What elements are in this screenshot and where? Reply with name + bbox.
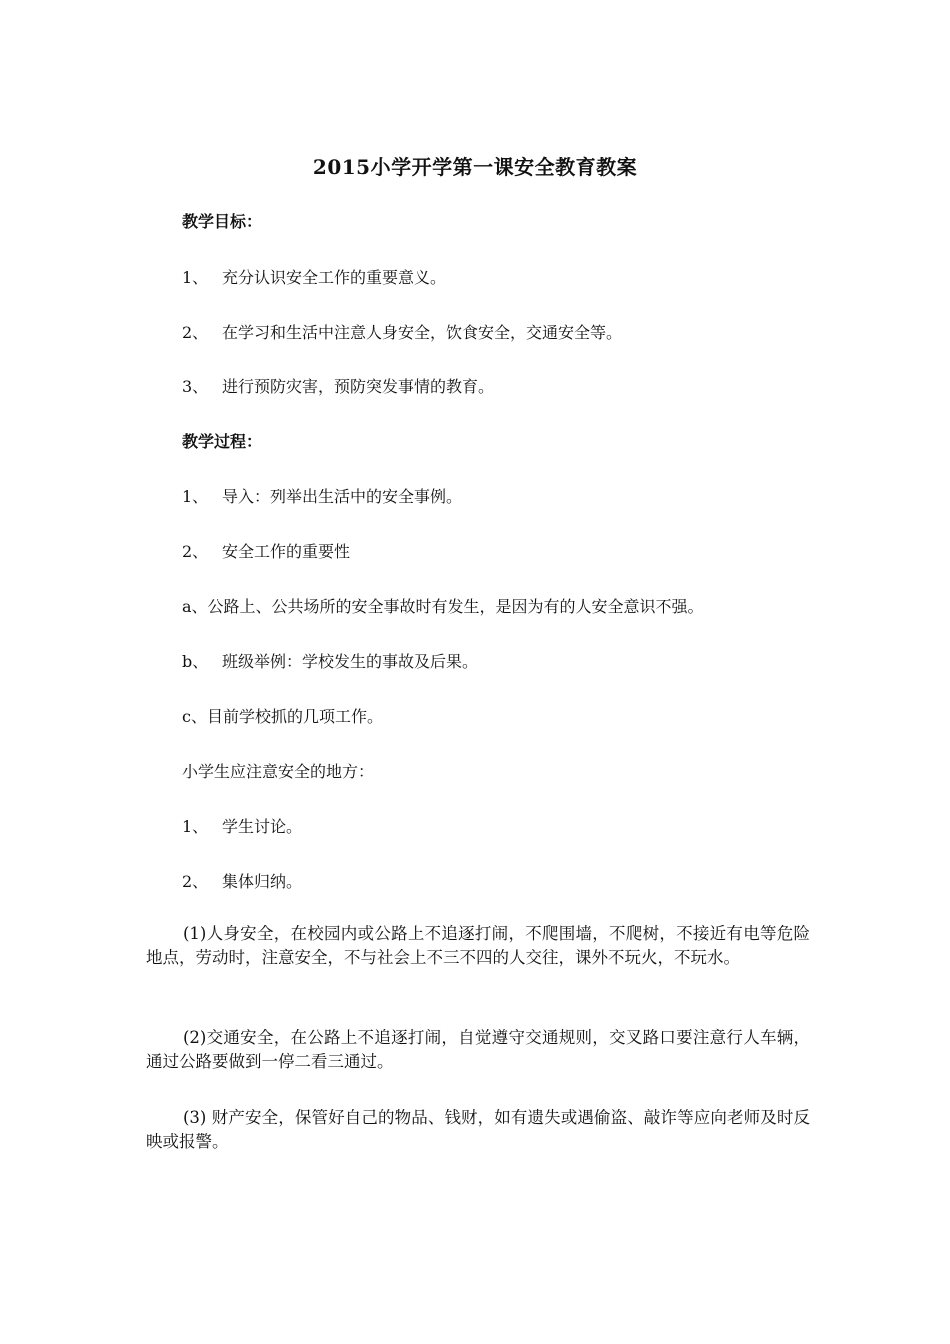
process-text: 导入：列举出生活中的安全事例。 (222, 487, 463, 506)
process-heading: 教学过程： (182, 432, 263, 451)
places-number: 2、 (182, 872, 209, 891)
document-title: 2015小学开学第一课安全教育教案 (312, 155, 638, 179)
process-text: 安全工作的重要性 (222, 542, 351, 561)
goal-text: 充分认识安全工作的重要意义。 (222, 268, 447, 287)
process-item (182, 539, 350, 565)
places-item (182, 814, 302, 840)
goal-text: 在学习和生活中注意人身安全，饮食安全，交通安全等。 (222, 323, 623, 342)
goal-number: 1、 (182, 268, 209, 287)
places-number: 1、 (182, 817, 209, 836)
places-text: 集体归纳。 (222, 872, 303, 891)
places-heading: 小学生应注意安全的地方： (182, 762, 375, 781)
sub-item-c: c、目前学校抓的几项工作。 (182, 707, 383, 726)
paragraph-traffic-safety: (2)交通安全，在公路上不追逐打闹，自觉遵守交通规则，交叉路口要注意行人车辆，通过公路要做到一停二看三通过。 (146, 1028, 810, 1071)
goal-number: 2、 (182, 323, 209, 342)
sub-item-b (182, 649, 478, 675)
goal-text: 进行预防灾害，预防突发事情的教育。 (222, 377, 495, 396)
places-item (182, 869, 302, 895)
paragraph-property-safety: (3) 财产安全，保管好自己的物品、钱财，如有遗失或遇偷盗、敲诈等应向老师及时反映或报警。 (146, 1108, 810, 1151)
process-number: 2、 (182, 542, 209, 561)
sub-item-b-text: 班级举例：学校发生的事故及后果。 (222, 652, 479, 671)
places-text: 学生讨论。 (222, 817, 303, 836)
paragraph-personal-safety: (1)人身安全，在校园内或公路上不追逐打闹，不爬围墙，不爬树，不接近有电等危险地点，劳动时，注意安全，不与社会上不三不四的人交往，课外不玩火，不玩水。 (146, 924, 810, 967)
goal-item (182, 320, 622, 346)
goals-heading: 教学目标： (182, 212, 263, 231)
goal-item (182, 265, 446, 291)
process-number: 1、 (182, 487, 209, 506)
process-item (182, 484, 462, 510)
sub-item-b-label: b、 (182, 652, 209, 671)
goal-item (182, 374, 494, 400)
sub-item-a: a、公路上、公共场所的安全事故时有发生，是因为有的人安全意识不强。 (182, 597, 704, 616)
goal-number: 3、 (182, 377, 209, 396)
